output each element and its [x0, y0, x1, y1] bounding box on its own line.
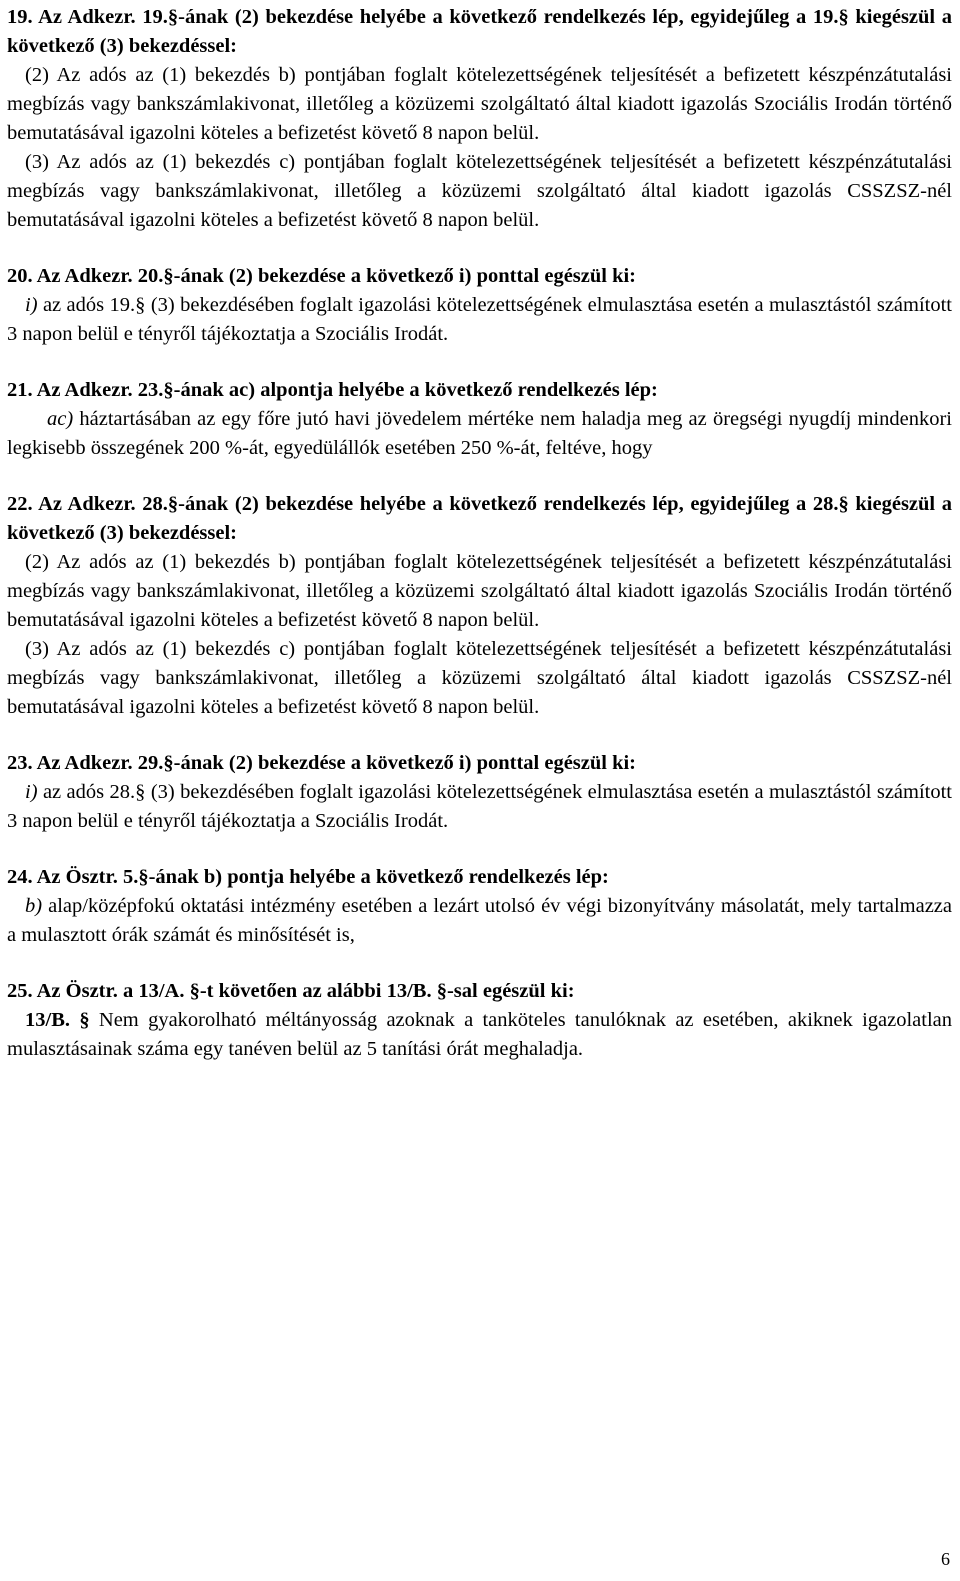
- item-paragraph: [7, 778, 952, 836]
- item-text: az adós 28.§ (3) bekezdésében foglalt igazolási kötelezettségének elmulasztása esetén a mulasztástól számított 3 napon belül e tényről tájékoztatja a Szociális Irodát.: [7, 781, 952, 832]
- section-heading: 20. Az Adkezr. 20.§-ának (2) bekezdése a következő i) ponttal egészül ki:: [7, 265, 637, 287]
- page-number: 6: [941, 1549, 950, 1569]
- section-24: [7, 863, 952, 950]
- item-paragraph: [7, 405, 952, 463]
- section-21: [7, 376, 952, 463]
- item-label: b): [25, 895, 43, 917]
- item-label: i): [25, 781, 38, 803]
- section-20: [7, 262, 952, 349]
- section-heading: 25. Az Ösztr. a 13/A. §-t követően az alábbi 13/B. §-sal egészül ki:: [7, 980, 575, 1002]
- item-paragraph: [7, 1006, 952, 1064]
- section-22: [7, 490, 952, 722]
- section-heading: 23. Az Adkezr. 29.§-ának (2) bekezdése a következő i) ponttal egészül ki:: [7, 752, 637, 774]
- item-paragraph: [7, 291, 952, 349]
- paragraph: (3) Az adós az (1) bekezdés c) pontjában foglalt kötelezettségének teljesítését a befizetett készpénzátutalási megbízás vagy bankszámlakivonat, illetőleg a közüzemi szolgáltató által kiadott igazolás CSSZSZ-nél bemutatásával igazolni köteles a befizetést követő 8 napon belül.: [7, 151, 952, 231]
- item-label: 13/B. §: [25, 1009, 90, 1031]
- paragraph: (3) Az adós az (1) bekezdés c) pontjában foglalt kötelezettségének teljesítését a befizetett készpénzátutalási megbízás vagy bankszámlakivonat, illetőleg a közüzemi szolgáltató által kiadott igazolás CSSZSZ-nél bemutatásával igazolni köteles a befizetést követő 8 napon belül.: [7, 638, 952, 718]
- section-heading: 22. Az Adkezr. 28.§-ának (2) bekezdése helyébe a következő rendelkezés lép, egyidejűleg a 28.§ kiegészül a következő (3) bekezdéssel:: [7, 493, 952, 544]
- paragraph: (2) Az adós az (1) bekezdés b) pontjában foglalt kötelezettségének teljesítését a befizetett készpénzátutalási megbízás vagy bankszámlakivonat, illetőleg a közüzemi szolgáltató által kiadott igazolás Szociális Irodán történő bemutatásával igazolni köteles a befizetést követő 8 napon belül.: [7, 551, 952, 631]
- item-paragraph: [7, 892, 952, 950]
- section-25: [7, 977, 952, 1064]
- item-text: háztartásában az egy főre jutó havi jövedelem mértéke nem haladja meg az öregségi nyugdíj mindenkori legkisebb összegének 200 %-át, egyedülállók esetében 250 %-át, feltéve, hogy: [7, 408, 952, 459]
- section-23: [7, 749, 952, 836]
- item-label: ac): [47, 408, 74, 430]
- item-text: Nem gyakorolható méltányosság azoknak a tanköteles tanulóknak az esetében, akiknek igazolatlan mulasztásainak száma egy tanéven belül az 5 tanítási órát meghaladja.: [7, 1009, 952, 1060]
- paragraph: (2) Az adós az (1) bekezdés b) pontjában foglalt kötelezettségének teljesítését a befizetett készpénzátutalási megbízás vagy bankszámlakivonat, illetőleg a közüzemi szolgáltató által kiadott igazolás Szociális Irodán történő bemutatásával igazolni köteles a befizetést követő 8 napon belül.: [7, 64, 952, 144]
- item-text: az adós 19.§ (3) bekezdésében foglalt igazolási kötelezettségének elmulasztása esetén a mulasztástól számított 3 napon belül e tényről tájékoztatja a Szociális Irodát.: [7, 294, 952, 345]
- section-heading: 24. Az Ösztr. 5.§-ának b) pontja helyébe a következő rendelkezés lép:: [7, 866, 609, 888]
- section-19: [7, 3, 952, 235]
- document-page: [7, 3, 952, 1064]
- item-text: alap/középfokú oktatási intézmény esetében a lezárt utolsó év végi bizonyítvány másolatát, mely tartalmazza a mulasztott órák számát és minősítését is,: [7, 895, 952, 946]
- section-heading: 21. Az Adkezr. 23.§-ának ac) alpontja helyébe a következő rendelkezés lép:: [7, 379, 658, 401]
- item-label: i): [25, 294, 38, 316]
- section-heading: 19. Az Adkezr. 19.§-ának (2) bekezdése helyébe a következő rendelkezés lép, egyidejűleg a 19.§ kiegészül a következő (3) bekezdéssel:: [7, 6, 952, 57]
